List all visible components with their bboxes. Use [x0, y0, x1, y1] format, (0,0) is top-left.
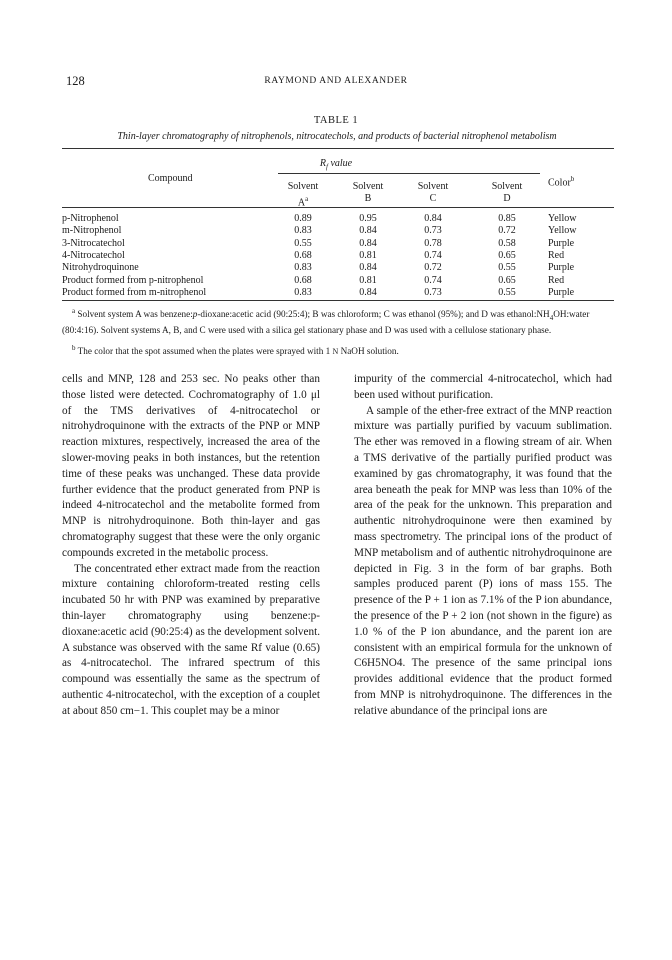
column-header-solvent-d: Solvent D [491, 181, 523, 204]
left-paragraph-2: The concentrated ether extract made from the reaction mixture containing chloroform-treated resting cells incubated 50 hr with PNP was examined by preparative thin-layer chromatography using benzene:p-dioxane:acetic acid (90:25:4) as the development solvent. A substance was observed with the same Rf value (0.65) as 4-nitrocatechol. The infrared spectrum of this compound was essentially the same as the spectrum of authentic 4-nitrocatechol, with the exception of a couplet at about 850 cm−1. This couplet may be a minor [62, 562, 320, 717]
table-cell-compound: Nitrohydroquinone [62, 262, 139, 274]
body-left-column [62, 372, 320, 720]
table-cell-color: Red [548, 274, 565, 286]
page-number: 128 [66, 74, 85, 88]
table-cell-solvent-c: 0.74 [424, 249, 442, 261]
right-paragraph-1: impurity of the commercial 4-nitrocatechol, which had been used without purification. [354, 373, 612, 401]
table-caption: Thin-layer chromatography of nitrophenols, nitrocatechols, and products of bacterial nitrophenol metabolism [117, 131, 557, 142]
table-bottom-rule [62, 300, 614, 301]
table-cell-solvent-c: 0.73 [424, 286, 442, 298]
column-header-solvent-c: Solvent C [417, 181, 449, 204]
table-cell-solvent-d: 0.55 [498, 286, 516, 298]
table-cell-color: Yellow [548, 225, 577, 237]
table-cell-solvent-a: 0.55 [294, 237, 312, 249]
table-header-rule [62, 207, 614, 208]
table-cell-solvent-b: 0.84 [359, 225, 377, 237]
column-header-solvent-b: Solvent B [352, 181, 384, 204]
table-cell-solvent-a: 0.68 [294, 274, 312, 286]
table-cell-solvent-c: 0.74 [424, 274, 442, 286]
table-label: TABLE 1 [313, 115, 359, 126]
rf-header-rule [278, 173, 540, 174]
table-cell-solvent-b: 0.81 [359, 249, 377, 261]
table-cell-solvent-b: 0.84 [359, 262, 377, 274]
right-paragraph-2: A sample of the ether-free extract of the MNP reaction mixture was partially purified by vacuum sublimation. The ether was removed in a flowing stream of air. When a TMS derivative of the partially purified product was examined by gas chromatography, it was found that the area beneath the peak for MNP was less than 10% of the area of the peak for the unknown. This preparation and authentic nitrohydroquinone were then examined by mass spectrometry. The principal ions of the product of MNP metabolism and of authentic nitrohydroquinone are depicted in Fig. 3 in the form of bar graphs. Both samples produced parent (P) ions of mass 155. The presence of the P + 1 ion as 7.1% of the P ion abundance, the presence of the P + 2 ion (not shown in the figure) as 1.0 % of the P ion abundance, and the parent ion are consistent with an empirical formula for the unknown of C6H5NO4. The presence of the same principal ions provides additional evidence that the product formed from MNP is nitrohydroquinone. The differences in the relative abundance of the principal ions are [354, 404, 612, 717]
table-cell-solvent-b: 0.95 [359, 213, 377, 224]
table-cell-solvent-a: 0.83 [294, 225, 312, 237]
table-cell-color: Purple [548, 237, 575, 249]
table-cell-color: Purple [548, 286, 575, 298]
table-cell-compound: 4-Nitrocatechol [62, 249, 125, 261]
table-cell-solvent-b: 0.84 [359, 286, 377, 298]
table-cell-solvent-d: 0.65 [498, 249, 516, 261]
table-cell-solvent-c: 0.78 [424, 237, 442, 249]
table-cell-solvent-d: 0.65 [498, 274, 516, 286]
table-cell-solvent-b: 0.84 [359, 237, 377, 249]
table-cell-compound: m-Nitrophenol [62, 225, 122, 237]
table-cell-solvent-a: 0.83 [294, 286, 312, 298]
table-top-rule [62, 148, 614, 149]
column-header-compound: Compound [148, 173, 193, 184]
table-cell-color: Yellow [548, 213, 577, 224]
table-cell-compound: p-Nitrophenol [62, 213, 119, 224]
table-cell-solvent-a: 0.83 [294, 262, 312, 274]
table-cell-compound: Product formed from m-nitrophenol [62, 286, 207, 298]
table-cell-color: Purple [548, 262, 575, 274]
table-cell-solvent-d: 0.58 [498, 237, 516, 249]
table-cell-solvent-d: 0.72 [498, 225, 516, 237]
table-cell-solvent-c: 0.72 [424, 262, 442, 274]
table-cell-compound: Product formed from p-nitrophenol [62, 274, 204, 286]
table-cell-solvent-c: 0.84 [424, 213, 442, 224]
table-cell-solvent-a: 0.68 [294, 249, 312, 261]
body-right-column [354, 372, 612, 720]
left-paragraph-1: cells and MNP, 128 and 253 sec. No peaks other than those listed were detected. Cochromatography of 1.0 μl of the TMS derivatives of 4-nitrocatechol or nitrohydroquinone with the extracts of the PNP or MNP reaction mixtures, respectively, increased the area of the slower-moving peaks in both instances, but the retention time of these peaks was unchanged. These data provide further evidence that the product generated from PNP is indeed 4-nitrocatechol and the metabolite formed from MNP is nitrohydroquinone. Both thin-layer and gas chromatography suggest that these were the only organic compounds excreted in the metabolic process. [62, 373, 320, 559]
table-cell-solvent-d: 0.55 [498, 262, 516, 274]
footnote-b: $^b$ The color that the spot assumed when the plates were sprayed with 1 N NaOH solution. [72, 344, 399, 357]
table-cell-color: Red [548, 249, 565, 261]
column-header-solvent-a: Solvent $A^a$ [287, 181, 319, 209]
table-cell-solvent-b: 0.81 [359, 274, 377, 286]
rf-value-header: $R_f$ value [319, 158, 353, 171]
table-cell-solvent-c: 0.73 [424, 225, 442, 237]
footnote-a: $^a$ Solvent system A was benzene:p-dioxane:acetic acid (90:25:4); B was chloroform; C was ethanol (95%); and D was $ethanol:NH_4OH:water$ (80:4:16). Solvent systems A, B, and C were used with a silica gel stationary phase and D was used with a cellulose stationary phase. [62, 307, 590, 335]
column-header-color: Color$^b$ [548, 175, 575, 189]
table-cell-compound: 3-Nitrocatechol [62, 237, 125, 249]
table-cell-solvent-a: 0.89 [294, 213, 312, 224]
table-cell-solvent-d: 0.85 [498, 213, 516, 224]
running-head: RAYMOND AND ALEXANDER [264, 76, 408, 86]
